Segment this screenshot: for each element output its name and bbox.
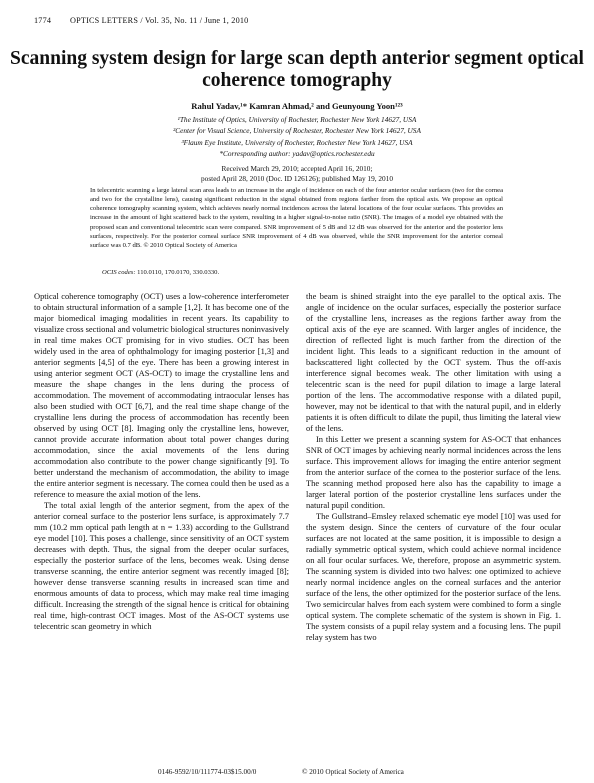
corresponding-author: *Corresponding author: yadav@optics.rochester.edu [219,148,375,158]
article-code: 0146-9592/10/111774-03$15.00/0 [158,768,257,776]
article-title: Scanning system design for large scan depth anterior segment optical coherence tomography [10,48,584,91]
ocis-codes [102,269,219,276]
body-paragraph: The Gullstrand–Emsley relaxed schematic eye model [10] was used for the system design. Since the centers of curvature of the four ocular surfaces are not located at the same position, it is impossible to design a radially symmetric optical system, which could achieve normal incidence on all four ocular surfaces. We, therefore, propose an asymmetric system. The scanning system is divided into two halves: one optimized to achieve nearly normal incidence angles on the corneal surfaces and the anterior surface of the lens, the other optimized for the posterior surface of the lens. Two semicircular halves from each system were combined to form a single optical system. The complete schematic of the system is shown in Fig. 1. The system consists of a pupil relay system and a focusing lens. The pupil relay system has two [306,511,561,643]
page-number: 1774 [34,16,52,25]
body-paragraph: the beam is shined straight into the eye parallel to the optical axis. The angle of incidence on the ocular surfaces, especially the posterior surface of the crystalline lens, increases as the regions farther away from the optical axis of the eye are scanned. With larger angles of incidence, the direction of reflected light is much farther from the direction of the incident light. This leads to a significant reduction in the amount of backscattered light collected by the OCT system. Thus the off-axis interference signal becomes weak. The other limitation with using a telecentric scan is the need for pupil dilation to image a large lateral portion of the lens. The accommodative response with a dilated pupil, however, may not be identical to that with the natural pupil, and in elderly patients it is often difficult to dilate the pupil, thus limiting the lateral view of the lens. [306,291,561,434]
affiliation-1: ¹The Institute of Optics, University of Rochester, Rochester New York 14627, USA [177,115,417,124]
body-paragraph: The total axial length of the anterior segment, from the apex of the anterior corneal surface to the posterior lens surface, is approximately 7.7 mm (10.2 mm optical path length at n = 1.33) according to the Gullstrand eye model [10]. This poses a challenge, since sensitivity of an OCT system decreases with depth. Thus, the signal from the deeper ocular surfaces, especially the posterior surface of the lens, becomes weak. Using dense transverse scanning, the entire anterior segment was recently imaged [8]; however dense transverse scanning results in increased scan time and enormous amounts of data to process, which may make real time imaging difficult. Increasing the strength of the signal hence is critical for obtaining real time, high-contrast OCT images. Most of the AS-OCT systems use telecentric scan geometry in which [34,500,289,632]
copyright-notice: © 2010 Optical Society of America [302,768,404,776]
body-paragraph: In this Letter we present a scanning system for AS-OCT that enhances SNR of OCT images by achieving nearly normal incidences across the lens surface. This improvement allows for imaging the entire anterior segment from the anterior surface of the cornea to the posterior surface of the lens. The scanning method proposed here also has the capability to image a larger lateral portion of the posterior crystalline lens surfaces under the natural pupil condition. [306,434,561,511]
posted-date: posted April 28, 2010 (Doc. ID 126126); published May 19, 2010 [201,174,393,183]
journal-citation: OPTICS LETTERS / Vol. 35, No. 11 / June 1, 2010 [70,16,249,25]
publication-dates [0,164,594,184]
affiliation-2: ²Center for Visual Science, University of Rochester, Rochester New York 14627, USA [173,126,421,136]
right-column [306,291,561,644]
affiliations [0,114,594,159]
affiliation-3: ³Flaum Eye Institute, University of Rochester, Rochester New York 14627, USA [181,137,413,147]
ocis-values: 110.0110, 170.0170, 330.0330. [137,269,220,276]
left-column [34,291,289,632]
received-date: Received March 29, 2010; accepted April 16, 2010; [221,164,373,173]
body-paragraph: Optical coherence tomography (OCT) uses a low-coherence interferometer to obtain structural information of a sample [1,2]. It has become one of the major biomedical imaging modalities in recent years. Its capability to visualize cross sectional and volumetric biological structures noninvasively in real time makes OCT promising for in vivo studies. OCT has been widely used in the area of ophthalmology for imaging posterior [1,3] and anterior segments [4,5] of the eye. There has been a growing interest in using anterior segment OCT (AS-OCT) to image the crystalline lens and measure the shape changes in the lens during the process of accommodation. The movement of accommodating intraocular lenses has also been studied with OCT [6,7], and the real time shape change of the crystalline lens during the process of accommodation has recently been observed by using OCT [8]. Imaging only the crystalline lens, however, cannot provide accurate information about total power changes during accommodation, since the axial movements of the lens during accommodation also contribute to the power change significantly [9]. To better understand the mechanism of accommodation, the ability to image the entire anterior segment is necessary. The cornea could then be used as a reference to measure the axial motion of the lens. [34,291,289,500]
author-list: Rahul Yadav,¹* Kamran Ahmad,² and Geunyoung Yoon¹²³ [191,101,403,111]
abstract: In telecentric scanning a large lateral scan area leads to an increase in the angle of incidence on each of the four anterior ocular surfaces (two for the cornea and two for the crystalline lens), causing significant reduction in the signal obtained from regions farther from the optical axis. We propose an optical coherence tomography scanning system, which achieves nearly normal incidences across the lateral locations of the four ocular surfaces. This provides an increase in the amount of light scattered back to the system, resulting in a higher signal-to-noise ratio (SNR). The images of a model eye obtained with the proposed scan and conventional telecentric scan were compared. SNR improvement of 5 dB and 12 dB was observed for the anterior and the posterior lens surfaces, respectively. For the posterior corneal surface SNR improvement of 4 dB was observed, while the SNR improvement for the anterior corneal surface was 0.7 dB. © 2010 Optical Society of America [90,187,503,249]
ocis-label: OCIS codes: [102,269,136,276]
